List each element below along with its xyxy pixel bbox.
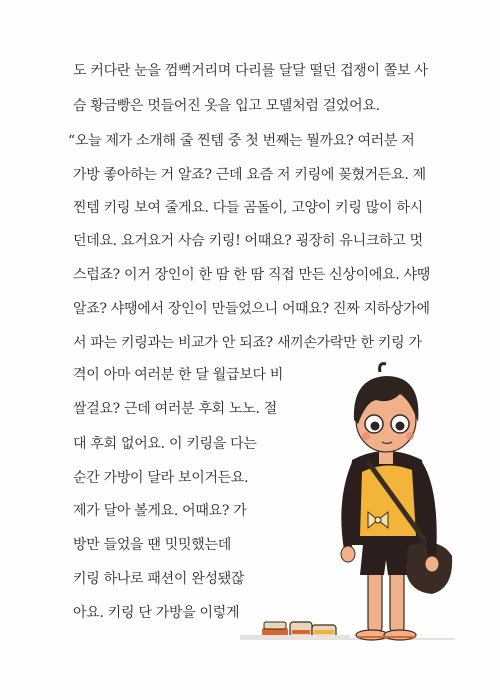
boy-character-illustration xyxy=(240,360,460,660)
text-line: 서 파는 키링과는 비교가 안 되죠? 새끼손가락만 한 키링 가 xyxy=(73,335,422,351)
text-line: 도 커다란 눈을 껌뻑거리며 다리를 달달 떨던 겁쟁이 쫄보 사 xyxy=(73,63,428,79)
text-line: 아요. 키링 단 가방을 이렇게 xyxy=(73,605,240,621)
text-line: “오늘 제가 소개해 줄 찐템 중 첫 번째는 뭘까요? 여러분 저 xyxy=(68,133,415,149)
text-line: 순간 가방이 달라 보이거든요. xyxy=(73,470,249,486)
text-line: 가방 좋아하는 거 알죠? 근데 요즘 저 키링에 꽂혔거든요. 제 xyxy=(73,167,426,183)
text-line: 방만 들었을 땐 밋밋했는데 xyxy=(73,537,231,553)
text-line: 대 후회 없어요. 이 키링을 다는 xyxy=(73,436,257,452)
floor-items xyxy=(240,622,350,639)
text-line: 던데요. 요거요거 사슴 키링! 어때요? 굉장히 유니크하고 멋 xyxy=(73,233,423,249)
text-line: 알죠? 샤땡에서 장인이 만들었으니 어때요? 진짜 지하상가에 xyxy=(73,301,430,317)
text-line: 스럽죠? 이거 장인이 한 땀 한 땀 직접 만든 신상이에요. 샤땡 xyxy=(73,267,431,283)
text-line: 제가 달아 볼게요. 어때요? 가 xyxy=(73,503,247,519)
text-line: 쌀걸요? 근데 여러분 후회 노노. 절 xyxy=(73,401,278,417)
legs xyxy=(356,565,416,640)
text-line: 격이 아마 여러분 한 달 월급보다 비 xyxy=(73,367,284,383)
text-line: 키링 하나로 패션이 완성됐잖 xyxy=(73,571,245,587)
head xyxy=(354,364,419,452)
text-line: 찐템 키링 보여 줄게요. 다들 곰돌이, 고양이 키링 많이 하시 xyxy=(73,200,423,216)
text-line: 슴 황금빵은 멋들어진 옷을 입고 모델처럼 걸었어요. xyxy=(73,98,380,114)
